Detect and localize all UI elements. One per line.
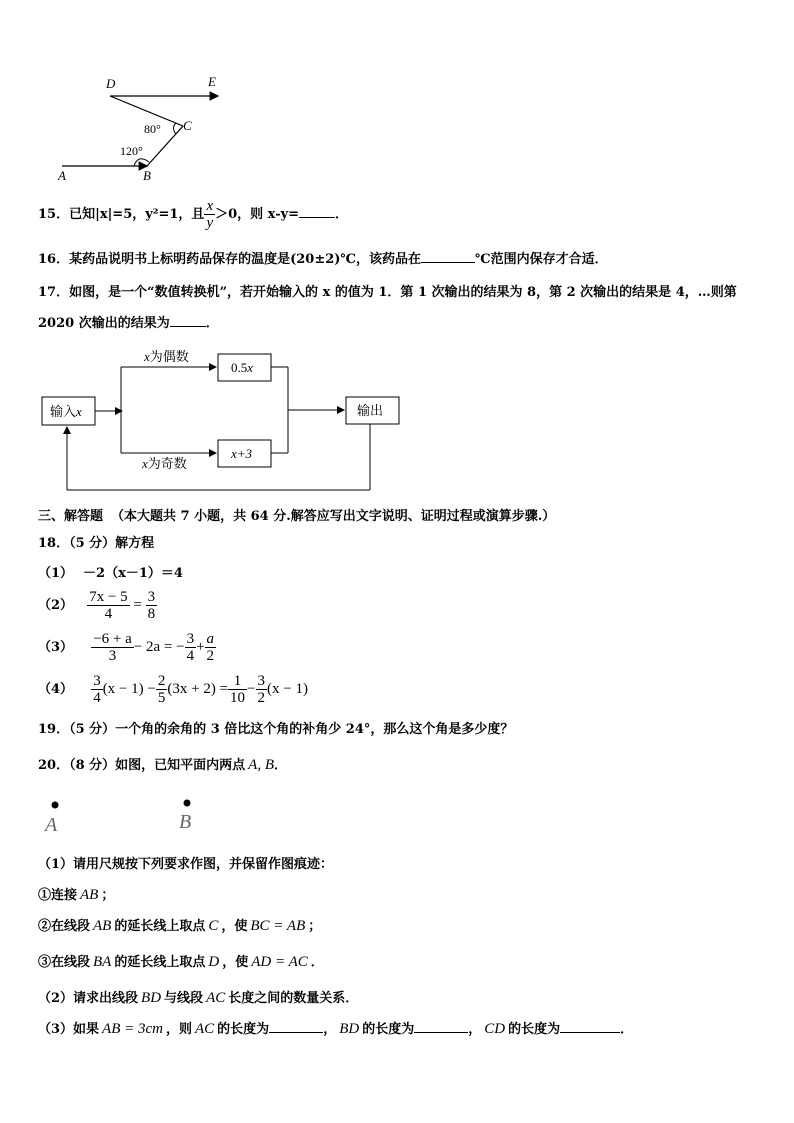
q18-p2-den-right: 8 xyxy=(147,606,156,623)
label-C: C xyxy=(183,118,192,133)
output-box-label: 输出 xyxy=(357,403,384,418)
q18-p4-den-4: 2 xyxy=(257,690,265,707)
q20-s3-text-b: 的延长线上取点 xyxy=(114,955,206,970)
q20-step-3 xyxy=(38,951,324,971)
q20-part-1: （1）请用尺规按下列要求作图，并保留作图痕迹： xyxy=(38,857,334,872)
q16-text-a: 16．某药品说明书上标明药品保存的温度是(20±2)℃，该药品在 xyxy=(38,252,421,267)
number-converter-flowchart xyxy=(36,340,406,495)
q18-p4-term-3: − xyxy=(247,681,256,697)
q18-p2-equals: = xyxy=(133,597,142,613)
odd-box-label: x+3 xyxy=(231,446,253,461)
q18-p3-plus: + xyxy=(196,639,205,655)
q18-p4-term-2: (3x + 2) = xyxy=(167,681,229,697)
q20-p3-text-h: ． xyxy=(620,1022,634,1037)
q20-p2-text-b: 与线段 xyxy=(164,991,204,1006)
q20-s3-math-1: BA xyxy=(93,954,112,970)
q20-part-3 xyxy=(38,1018,633,1038)
q18-p2-frac-right xyxy=(146,589,158,622)
q20-s3-text-a: ③在线段 xyxy=(38,955,91,970)
q18-p3-label: （3） xyxy=(38,640,74,655)
point-A-label: A xyxy=(45,814,58,835)
q18-p4-label: （4） xyxy=(38,682,74,697)
q20-s2-text-a: ②在线段 xyxy=(38,919,91,934)
q18-p2-num-left: 7x − 5 xyxy=(89,589,128,606)
question-19: 19．（5 分）一个角的余角的 3 倍比这个角的补角少 24°，那么这个角是多少度？ xyxy=(38,722,514,737)
q15-frac-num: x xyxy=(206,198,214,214)
q20-s3-text-c: ，使 xyxy=(222,955,249,970)
question-18-title: 18．（5 分）解方程 xyxy=(38,536,155,551)
q20-s1-text-a: ①连接 xyxy=(38,888,78,903)
q17-answer-blank[interactable] xyxy=(170,314,206,327)
label-B: B xyxy=(143,168,151,183)
question-16 xyxy=(38,248,608,267)
q20-p2-text-c: 长度之间的数量关系． xyxy=(228,991,359,1006)
q20-bd-answer-blank[interactable] xyxy=(414,1020,468,1033)
q16-text-b: ℃范围内保存才合适． xyxy=(475,252,608,267)
q18-p4-den-2: 5 xyxy=(157,690,166,707)
q18-part-3 xyxy=(38,629,216,665)
q18-p3-mid: − 2a = − xyxy=(133,639,185,655)
angle-c-label: 80° xyxy=(144,122,161,136)
q18-p4-frac-1 xyxy=(91,673,103,706)
q20-s2-text-d: ； xyxy=(308,919,322,934)
q18-p4-num-3: 1 xyxy=(228,673,247,690)
q20-s1-text-b: ； xyxy=(101,888,115,903)
question-17-line2 xyxy=(38,312,219,331)
q20-title-b: ． xyxy=(274,758,288,773)
q15-text-b: ＞0，则 x-y= xyxy=(215,207,300,222)
q18-p3-den-3: 2 xyxy=(206,648,215,665)
q18-p4-frac-3 xyxy=(228,673,247,706)
section-3-desc: （本大题共 7 小题，共 64 分.解答应写出文字说明、证明过程或演算步骤.） xyxy=(111,509,556,524)
q20-p2-math-2: AC xyxy=(206,990,226,1006)
section-3-title: 三、解答题 xyxy=(38,509,104,524)
q18-p4-num-1: 3 xyxy=(93,673,101,690)
q18-p4-term-1: (x − 1) − xyxy=(102,681,156,697)
q18-p4-term-4: (x − 1) xyxy=(267,681,308,697)
angle-b-label: 120° xyxy=(120,144,143,158)
q20-p2-text-a: （2）请求出线段 xyxy=(38,991,139,1006)
q20-step-2 xyxy=(38,915,321,935)
q20-part-2 xyxy=(38,987,358,1007)
q18-p4-frac-4 xyxy=(256,673,268,706)
q20-p3-text-b: ，则 xyxy=(165,1022,192,1037)
q20-step-1 xyxy=(38,884,114,904)
point-A-dot xyxy=(52,802,59,809)
q18-p2-frac-left xyxy=(87,589,129,622)
q20-title-points: A, B xyxy=(248,757,274,773)
even-box-label: 0.5x xyxy=(231,360,254,375)
label-A: A xyxy=(58,168,66,183)
q18-part-2 xyxy=(38,587,157,623)
q20-p3-math-4: CD xyxy=(484,1021,506,1037)
q15-text-c: ． xyxy=(335,207,349,222)
q20-s1-math: AB xyxy=(80,887,99,903)
label-E: E xyxy=(208,74,216,89)
q18-p3-frac-3 xyxy=(205,631,217,664)
even-condition-label: x为偶数 xyxy=(144,349,189,365)
q20-cd-answer-blank[interactable] xyxy=(560,1020,620,1033)
q18-p1-label: （1） xyxy=(38,566,74,581)
q18-p2-label: （2） xyxy=(38,598,74,613)
label-D: D xyxy=(106,76,116,91)
arc-B xyxy=(134,159,149,166)
q18-p4-frac-2 xyxy=(156,673,168,706)
q18-part-4 xyxy=(38,671,308,707)
q20-p2-math-1: BD xyxy=(141,990,162,1006)
q18-p4-den-1: 4 xyxy=(93,690,101,707)
q20-p3-text-c: 的长度为 xyxy=(217,1022,270,1037)
q18-p3-den-2: 4 xyxy=(186,648,195,665)
point-B-label: B xyxy=(179,811,192,833)
question-20-title xyxy=(38,754,287,774)
angle-figure xyxy=(50,68,240,186)
q20-s2-text-c: ，使 xyxy=(221,919,248,934)
question-17-line1: 17．如图，是一个“数值转换机”，若开始输入的 x 的值为 1．第 1 次输出的结果为 8，第 2 次输出的结果是 4，…则第 xyxy=(38,285,737,300)
q20-p3-text-a: （3）如果 xyxy=(38,1022,100,1037)
q20-s3-math-2: D xyxy=(208,954,220,970)
q15-answer-blank[interactable] xyxy=(299,205,335,218)
q20-s3-text-d: ． xyxy=(310,955,324,970)
input-box-label: 输入x xyxy=(50,404,82,419)
q20-p3-math-1: AB = 3cm xyxy=(102,1021,163,1037)
q18-part-1 xyxy=(38,562,183,581)
q18-p3-frac-2 xyxy=(185,631,197,664)
q18-p3-num-3: a xyxy=(206,631,215,648)
q20-s2-math-3: BC = AB xyxy=(250,918,306,934)
q20-s2-text-b: 的延长线上取点 xyxy=(114,919,206,934)
q20-p3-text-g: 的长度为 xyxy=(508,1022,561,1037)
points-figure xyxy=(40,795,210,835)
q18-p3-num-2: 3 xyxy=(186,631,195,648)
question-15 xyxy=(38,198,348,232)
q20-ac-answer-blank[interactable] xyxy=(269,1020,323,1033)
q18-p3-num-1: −6 + a xyxy=(93,631,132,648)
point-B-dot xyxy=(184,800,191,807)
q18-p3-frac-1 xyxy=(91,631,134,664)
section-3-header xyxy=(38,505,555,524)
q20-p3-math-2: AC xyxy=(195,1021,215,1037)
q15-fraction xyxy=(204,198,215,231)
q20-s3-math-3: AD = AC xyxy=(251,954,308,970)
q20-title-a: 20．（8 分）如图，已知平面内两点 xyxy=(38,758,246,773)
q15-text-a: 15．已知|x|=5，y²=1，且 xyxy=(38,207,205,222)
q18-p3-den-1: 3 xyxy=(108,648,117,665)
q15-frac-den: y xyxy=(206,215,214,231)
q20-p3-text-d: ， xyxy=(323,1022,337,1037)
q20-s2-math-2: C xyxy=(208,918,219,934)
arc-C xyxy=(174,123,177,134)
q20-p3-math-3: BD xyxy=(339,1021,360,1037)
q16-answer-blank[interactable] xyxy=(421,250,475,263)
odd-condition-label: x为奇数 xyxy=(142,456,187,472)
q20-p3-text-e: 的长度为 xyxy=(362,1022,415,1037)
q18-p2-den-left: 4 xyxy=(104,606,113,623)
q18-p1-eq: －2（x－1）＝4 xyxy=(83,566,183,581)
q18-p4-num-4: 3 xyxy=(257,673,265,690)
q20-p3-text-f: ， xyxy=(468,1022,482,1037)
q18-p4-num-2: 2 xyxy=(157,673,166,690)
q20-s2-math-1: AB xyxy=(93,918,112,934)
q18-p2-num-right: 3 xyxy=(147,589,156,606)
q18-p4-den-3: 10 xyxy=(230,690,246,707)
q17-line2-a: 2020 次输出的结果为 xyxy=(38,316,170,331)
q17-line2-b: ． xyxy=(205,316,219,331)
